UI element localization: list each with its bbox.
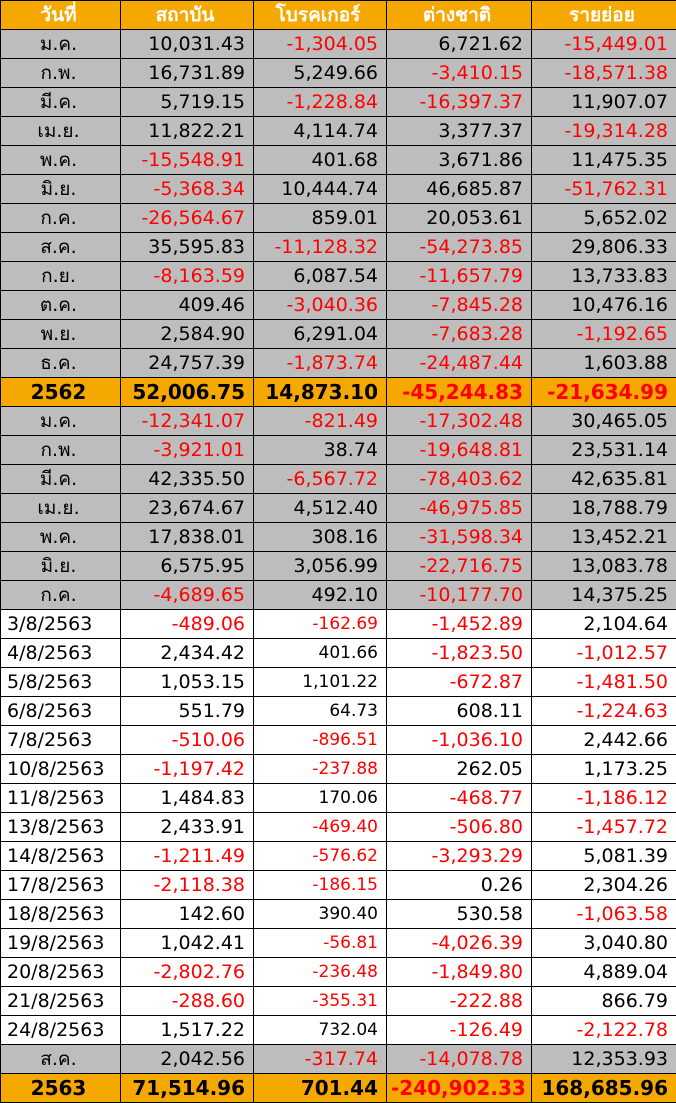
cell-foreign: -54,273.85 [387,233,532,262]
cell-foreign: -7,845.28 [387,291,532,320]
cell-retail: 18,788.79 [532,494,676,523]
cell-institution: -1,197.42 [121,755,254,784]
month-row [1,204,676,233]
cell-broker: 390.40 [254,900,387,929]
row-label: พ.ย. [1,320,121,349]
row-label: 2563 [1,1074,121,1103]
cell-institution: 24,757.39 [121,349,254,378]
cell-foreign: -3,293.29 [387,842,532,871]
row-label: มี.ค. [1,465,121,494]
cell-broker: 401.66 [254,639,387,668]
cell-institution: -8,163.59 [121,262,254,291]
cell-broker: -56.81 [254,929,387,958]
month-row [1,349,676,378]
cell-retail: 29,806.33 [532,233,676,262]
cell-foreign: -126.49 [387,1016,532,1045]
cell-foreign: -468.77 [387,784,532,813]
row-label: พ.ค. [1,146,121,175]
cell-institution: -15,548.91 [121,146,254,175]
row-label: ก.ย. [1,262,121,291]
cell-foreign: -3,410.15 [387,59,532,88]
cell-broker: -896.51 [254,726,387,755]
cell-institution: 2,434.42 [121,639,254,668]
cell-broker: -576.62 [254,842,387,871]
cell-retail: -1,012.57 [532,639,676,668]
header-foreign: ต่างชาติ [387,1,532,30]
month-row [1,465,676,494]
cell-retail: 4,889.04 [532,958,676,987]
cell-broker: 492.10 [254,581,387,610]
cell-broker: -355.31 [254,987,387,1016]
month-row [1,523,676,552]
cell-institution: 35,595.83 [121,233,254,262]
daily-row [1,958,676,987]
cell-retail: 1,173.25 [532,755,676,784]
cell-institution: -12,341.07 [121,407,254,436]
cell-institution: 142.60 [121,900,254,929]
cell-retail: 42,635.81 [532,465,676,494]
row-label: 20/8/2563 [1,958,121,987]
cell-institution: 1,484.83 [121,784,254,813]
cell-broker: 6,087.54 [254,262,387,291]
cell-foreign: -1,452.89 [387,610,532,639]
cell-foreign: -7,683.28 [387,320,532,349]
cell-foreign: -10,177.70 [387,581,532,610]
daily-row [1,726,676,755]
cell-institution: 42,335.50 [121,465,254,494]
total-row [1,1074,676,1103]
cell-foreign: 3,671.86 [387,146,532,175]
row-label: เม.ย. [1,494,121,523]
month-row [1,30,676,59]
cell-broker: -236.48 [254,958,387,987]
cell-broker: 5,249.66 [254,59,387,88]
cell-broker: 38.74 [254,436,387,465]
row-label: ส.ค. [1,1045,121,1074]
row-label: ก.ค. [1,204,121,233]
cell-foreign: -45,244.83 [387,378,532,407]
month-row [1,88,676,117]
row-label: 10/8/2563 [1,755,121,784]
table-body [1,30,676,1103]
cell-broker: 401.68 [254,146,387,175]
cell-institution: -3,921.01 [121,436,254,465]
cell-institution: 551.79 [121,697,254,726]
cell-retail: 2,442.66 [532,726,676,755]
header-row [1,1,676,30]
cell-retail: 14,375.25 [532,581,676,610]
cell-institution: 6,575.95 [121,552,254,581]
cell-foreign: -222.88 [387,987,532,1016]
row-label: 6/8/2563 [1,697,121,726]
cell-foreign: 0.26 [387,871,532,900]
cell-broker: 732.04 [254,1016,387,1045]
row-label: 2562 [1,378,121,407]
month-row [1,262,676,291]
cell-institution: 2,433.91 [121,813,254,842]
cell-retail: -1,063.58 [532,900,676,929]
cell-foreign: -506.80 [387,813,532,842]
cell-institution: 5,719.15 [121,88,254,117]
month-row [1,320,676,349]
month-row [1,117,676,146]
cell-retail: -18,571.38 [532,59,676,88]
daily-row [1,668,676,697]
month-row [1,407,676,436]
row-label: ก.พ. [1,436,121,465]
cell-foreign: -4,026.39 [387,929,532,958]
cell-broker: 859.01 [254,204,387,233]
daily-row [1,900,676,929]
cell-foreign: -672.87 [387,668,532,697]
daily-row [1,610,676,639]
cell-foreign: -19,648.81 [387,436,532,465]
cell-retail: 13,452.21 [532,523,676,552]
month-row [1,59,676,88]
row-label: 3/8/2563 [1,610,121,639]
cell-institution: 10,031.43 [121,30,254,59]
cell-retail: 866.79 [532,987,676,1016]
cell-institution: -2,802.76 [121,958,254,987]
cell-broker: 4,512.40 [254,494,387,523]
row-label: มิ.ย. [1,552,121,581]
cell-broker: -186.15 [254,871,387,900]
daily-row [1,871,676,900]
cell-retail: 3,040.80 [532,929,676,958]
cell-broker: -11,128.32 [254,233,387,262]
cell-foreign: 6,721.62 [387,30,532,59]
month-row [1,233,676,262]
month-row [1,494,676,523]
cell-foreign: 262.05 [387,755,532,784]
month-row [1,291,676,320]
cell-institution: -489.06 [121,610,254,639]
header-retail: รายย่อย [532,1,676,30]
cell-foreign: -24,487.44 [387,349,532,378]
cell-retail: 10,476.16 [532,291,676,320]
row-label: เม.ย. [1,117,121,146]
row-label: มี.ค. [1,88,121,117]
cell-retail: 12,353.93 [532,1045,676,1074]
daily-row [1,842,676,871]
row-label: ธ.ค. [1,349,121,378]
cell-institution: 1,517.22 [121,1016,254,1045]
row-label: ส.ค. [1,233,121,262]
cell-retail: -1,224.63 [532,697,676,726]
header-broker: โบรคเกอร์ [254,1,387,30]
month-row [1,1045,676,1074]
row-label: 17/8/2563 [1,871,121,900]
cell-foreign: -22,716.75 [387,552,532,581]
cell-retail: -1,186.12 [532,784,676,813]
month-row [1,175,676,204]
cell-foreign: -240,902.33 [387,1074,532,1103]
row-label: 18/8/2563 [1,900,121,929]
cell-institution: -4,689.65 [121,581,254,610]
cell-institution: 1,042.41 [121,929,254,958]
daily-row [1,1016,676,1045]
cell-broker: -237.88 [254,755,387,784]
daily-row [1,755,676,784]
cell-foreign: -11,657.79 [387,262,532,291]
cell-foreign: -1,823.50 [387,639,532,668]
daily-row [1,784,676,813]
cell-institution: 71,514.96 [121,1074,254,1103]
cell-institution: -1,211.49 [121,842,254,871]
cell-foreign: -14,078.78 [387,1045,532,1074]
row-label: 7/8/2563 [1,726,121,755]
cell-broker: -6,567.72 [254,465,387,494]
cell-retail: 2,304.26 [532,871,676,900]
cell-retail: 1,603.88 [532,349,676,378]
cell-institution: 2,042.56 [121,1045,254,1074]
cell-institution: -510.06 [121,726,254,755]
cell-retail: 11,907.07 [532,88,676,117]
cell-foreign: 20,053.61 [387,204,532,233]
cell-broker: 308.16 [254,523,387,552]
cell-broker: 6,291.04 [254,320,387,349]
cell-retail: -1,192.65 [532,320,676,349]
cell-institution: 1,053.15 [121,668,254,697]
cell-retail: -15,449.01 [532,30,676,59]
row-label: ต.ค. [1,291,121,320]
cell-foreign: 46,685.87 [387,175,532,204]
cell-broker: -317.74 [254,1045,387,1074]
cell-retail: -2,122.78 [532,1016,676,1045]
month-row [1,581,676,610]
cell-broker: -469.40 [254,813,387,842]
cell-retail: 11,475.35 [532,146,676,175]
cell-foreign: -78,403.62 [387,465,532,494]
row-label: 19/8/2563 [1,929,121,958]
daily-row [1,813,676,842]
cell-foreign: -46,975.85 [387,494,532,523]
total-row [1,378,676,407]
cell-institution: 409.46 [121,291,254,320]
cell-broker: 701.44 [254,1074,387,1103]
cell-foreign: -1,036.10 [387,726,532,755]
cell-broker: -821.49 [254,407,387,436]
cell-institution: 16,731.89 [121,59,254,88]
row-label: ก.พ. [1,59,121,88]
cell-retail: 13,733.83 [532,262,676,291]
cell-foreign: 3,377.37 [387,117,532,146]
cell-retail: -1,481.50 [532,668,676,697]
month-row [1,146,676,175]
cell-retail: -19,314.28 [532,117,676,146]
row-label: 13/8/2563 [1,813,121,842]
cell-retail: -21,634.99 [532,378,676,407]
cell-broker: 14,873.10 [254,378,387,407]
row-label: 11/8/2563 [1,784,121,813]
cell-institution: 2,584.90 [121,320,254,349]
cell-broker: 10,444.74 [254,175,387,204]
daily-row [1,639,676,668]
cell-retail: 30,465.05 [532,407,676,436]
header-institution: สถาบัน [121,1,254,30]
cell-retail: 23,531.14 [532,436,676,465]
header-date: วันที่ [1,1,121,30]
cell-broker: 64.73 [254,697,387,726]
cell-foreign: 608.11 [387,697,532,726]
row-label: มิ.ย. [1,175,121,204]
cell-broker: -1,228.84 [254,88,387,117]
row-label: ก.ค. [1,581,121,610]
daily-row [1,929,676,958]
daily-row [1,987,676,1016]
row-label: 24/8/2563 [1,1016,121,1045]
row-label: 4/8/2563 [1,639,121,668]
cell-retail: -1,457.72 [532,813,676,842]
cell-retail: 168,685.96 [532,1074,676,1103]
cell-broker: -1,873.74 [254,349,387,378]
cell-broker: -1,304.05 [254,30,387,59]
daily-row [1,697,676,726]
cell-institution: 23,674.67 [121,494,254,523]
cell-retail: 5,081.39 [532,842,676,871]
cell-institution: -2,118.38 [121,871,254,900]
cell-retail: -51,762.31 [532,175,676,204]
cell-broker: -3,040.36 [254,291,387,320]
month-row [1,552,676,581]
cell-institution: 17,838.01 [121,523,254,552]
cell-broker: 170.06 [254,784,387,813]
cell-foreign: -16,397.37 [387,88,532,117]
cell-institution: 11,822.21 [121,117,254,146]
cell-retail: 2,104.64 [532,610,676,639]
cell-foreign: -17,302.48 [387,407,532,436]
cell-broker: -162.69 [254,610,387,639]
row-label: พ.ค. [1,523,121,552]
row-label: ม.ค. [1,407,121,436]
row-label: 14/8/2563 [1,842,121,871]
row-label: 21/8/2563 [1,987,121,1016]
cell-institution: -288.60 [121,987,254,1016]
cell-broker: 4,114.74 [254,117,387,146]
cell-broker: 3,056.99 [254,552,387,581]
row-label: ม.ค. [1,30,121,59]
cell-institution: -26,564.67 [121,204,254,233]
cell-retail: 13,083.78 [532,552,676,581]
cell-institution: 52,006.75 [121,378,254,407]
cell-broker: 1,101.22 [254,668,387,697]
cell-foreign: 530.58 [387,900,532,929]
cell-foreign: -31,598.34 [387,523,532,552]
month-row [1,436,676,465]
cell-institution: -5,368.34 [121,175,254,204]
cell-foreign: -1,849.80 [387,958,532,987]
cell-retail: 5,652.02 [532,204,676,233]
row-label: 5/8/2563 [1,668,121,697]
